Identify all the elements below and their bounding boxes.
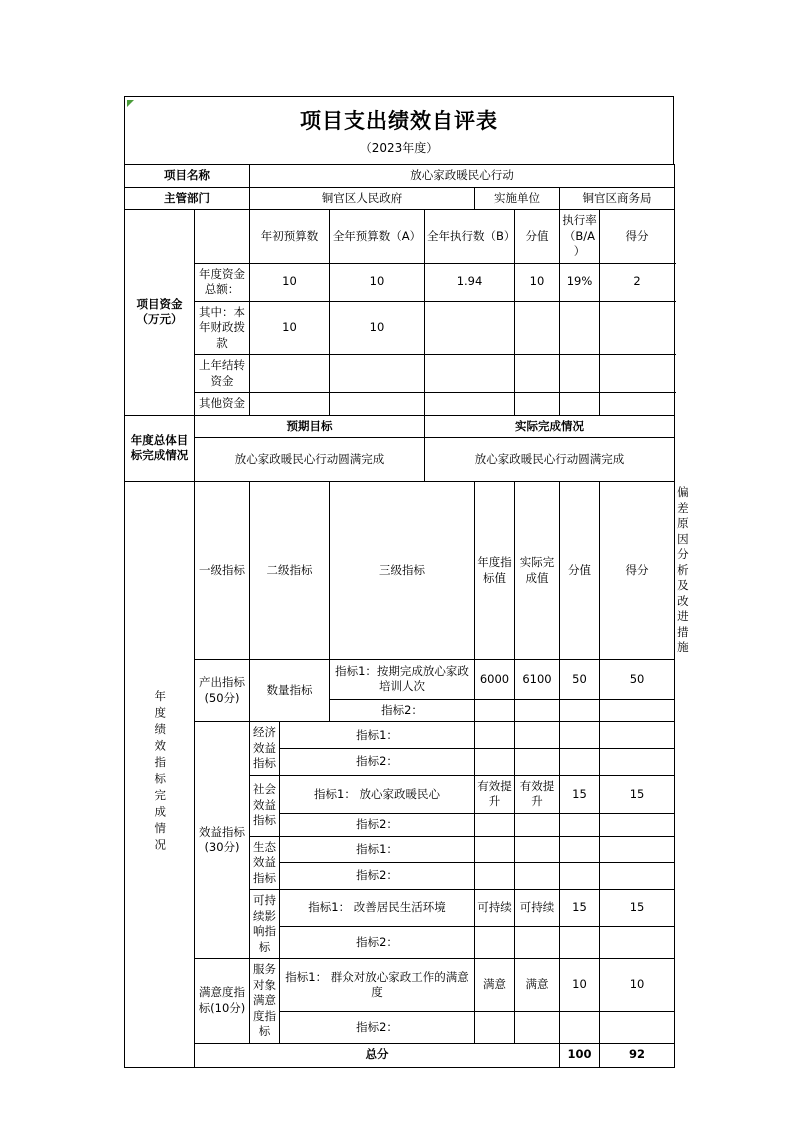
total-label: 总分 <box>195 1043 560 1067</box>
indicator-level3: 指标2： <box>330 699 475 722</box>
indicator-score <box>600 722 675 749</box>
page-title: 项目支出绩效自评表 <box>300 109 498 133</box>
indicator-level1: 效益指标(30分) <box>195 722 250 959</box>
overall-expected-value: 放心家政暖民心行动圆满完成 <box>195 438 425 482</box>
indicator-score: 15 <box>600 890 675 927</box>
table-row-funds-other <box>125 393 675 416</box>
funds-cell-score <box>600 301 675 355</box>
indicator-score-value: 15 <box>560 890 600 927</box>
indicator-actual: 满意 <box>515 959 560 1012</box>
indicators-row-label: 年度绩效指标完成情况 <box>125 482 195 1067</box>
department-label: 主管部门 <box>125 187 250 210</box>
indicator-score-value <box>560 836 600 863</box>
funds-row-name: 年度资金总额： <box>195 263 250 301</box>
indicator-level3: 指标1： 群众对放心家政工作的满意度 <box>280 959 475 1012</box>
indicator-level2: 可持续影响指标 <box>250 890 280 959</box>
funds-cell-score <box>600 355 675 393</box>
total-score: 92 <box>600 1043 675 1067</box>
table-row-indicator <box>125 722 675 749</box>
table-row-funds-total <box>125 263 675 301</box>
indicator-actual <box>515 699 560 722</box>
funds-cell-annual <box>330 355 425 393</box>
indicator-level2: 生态效益指标 <box>250 836 280 890</box>
project-name-label: 项目名称 <box>125 165 250 188</box>
indicator-target: 6000 <box>475 659 515 699</box>
funds-cell-annual: 10 <box>330 301 425 355</box>
funds-cell-rate: 19% <box>560 263 600 301</box>
funds-row-label: 项目资金（万元） <box>125 210 195 416</box>
indicator-level2: 服务对象满意度指标 <box>250 959 280 1044</box>
overall-expected-header: 预期目标 <box>195 415 425 438</box>
indicator-score-value: 10 <box>560 959 600 1012</box>
funds-cell-annual <box>330 393 425 416</box>
indicator-target: 满意 <box>475 959 515 1012</box>
implementing-unit-label: 实施单位 <box>475 187 560 210</box>
indicator-target <box>475 1012 515 1043</box>
main-table <box>124 164 689 1068</box>
indicator-target <box>475 749 515 776</box>
funds-cell-score: 2 <box>600 263 675 301</box>
department-value: 铜官区人民政府 <box>250 187 475 210</box>
table-row-funds-carryover <box>125 355 675 393</box>
funds-col-annual-executed: 全年执行数（B） <box>425 210 515 264</box>
indicator-score: 15 <box>600 775 675 813</box>
indicators-header-level2: 二级指标 <box>250 482 330 660</box>
funds-cell-initial <box>250 393 330 416</box>
indicators-header-score: 得分 <box>600 482 675 660</box>
indicator-target <box>475 836 515 863</box>
funds-cell-executed <box>425 393 515 416</box>
table-row-overall-values <box>125 438 675 482</box>
funds-cell-executed <box>425 301 515 355</box>
indicator-actual <box>515 836 560 863</box>
indicator-actual <box>515 1012 560 1043</box>
funds-cell-executed: 1.94 <box>425 263 515 301</box>
indicator-actual <box>515 863 560 890</box>
table-row-indicators-header: 年度绩效指标完成情况 一级指标 二级指标 三级指标 年度指标值 实际完成值 分值 得分 偏差原因分析及改进措施 <box>125 482 675 660</box>
table-row-funds-header <box>125 210 675 264</box>
indicator-level3: 指标1： <box>280 722 475 749</box>
indicator-score-value <box>560 863 600 890</box>
indicator-score-value: 15 <box>560 775 600 813</box>
project-name-value: 放心家政暖民心行动 <box>250 165 675 188</box>
indicators-header-score-value: 分值 <box>560 482 600 660</box>
funds-col-score-value: 分值 <box>515 210 560 264</box>
indicator-target <box>475 699 515 722</box>
indicator-score <box>600 863 675 890</box>
funds-row-name: 其中：本年财政拨款 <box>195 301 250 355</box>
overall-actual-header: 实际完成情况 <box>425 415 675 438</box>
indicator-actual: 6100 <box>515 659 560 699</box>
indicators-header-actual: 实际完成值 <box>515 482 560 660</box>
funds-col-initial-budget: 年初预算数 <box>250 210 330 264</box>
indicators-header-level3: 三级指标 <box>330 482 475 660</box>
funds-cell-rate <box>560 393 600 416</box>
funds-col-execution-rate: 执行率（B/A） <box>560 210 600 264</box>
indicator-target <box>475 863 515 890</box>
funds-cell-score-value <box>515 301 560 355</box>
overall-actual-value: 放心家政暖民心行动圆满完成 <box>425 438 675 482</box>
indicator-target <box>475 722 515 749</box>
indicator-actual <box>515 813 560 836</box>
indicator-level2: 社会效益指标 <box>250 775 280 836</box>
table-row-overall-header <box>125 415 675 438</box>
indicator-score-value <box>560 699 600 722</box>
funds-cell-score-value <box>515 393 560 416</box>
overall-row-label: 年度总体目标完成情况 <box>125 415 195 482</box>
implementing-unit-value: 铜官区商务局 <box>560 187 675 210</box>
indicator-level1: 产出指标(50分) <box>195 659 250 722</box>
indicator-score-value <box>560 1012 600 1043</box>
indicator-level3: 指标2： <box>280 863 475 890</box>
table-row-funds-fiscal <box>125 301 675 355</box>
indicator-score <box>600 927 675 959</box>
page-subtitle: （2023年度） <box>359 141 439 155</box>
indicator-level3: 指标2： <box>280 749 475 776</box>
indicator-score <box>600 699 675 722</box>
indicator-level3: 指标1： 放心家政暖民心 <box>280 775 475 813</box>
total-score-value: 100 <box>560 1043 600 1067</box>
indicator-score <box>600 836 675 863</box>
indicator-score: 10 <box>600 959 675 1012</box>
indicator-score <box>600 813 675 836</box>
funds-col-score: 得分 <box>600 210 675 264</box>
indicator-score-value <box>560 749 600 776</box>
indicator-score-value <box>560 722 600 749</box>
funds-cell-annual: 10 <box>330 263 425 301</box>
indicator-level3: 指标2： <box>280 927 475 959</box>
indicators-header-target: 年度指标值 <box>475 482 515 660</box>
indicator-level2: 经济效益指标 <box>250 722 280 776</box>
indicator-target: 可持续 <box>475 890 515 927</box>
funds-cell-score-value <box>515 355 560 393</box>
table-row-indicator <box>125 659 675 699</box>
indicator-actual: 可持续 <box>515 890 560 927</box>
indicator-level3: 指标1：按期完成放心家政培训人次 <box>330 659 475 699</box>
indicator-actual <box>515 927 560 959</box>
indicator-score-value: 50 <box>560 659 600 699</box>
indicator-score-value <box>560 813 600 836</box>
funds-cell-score <box>600 393 675 416</box>
funds-cell-executed <box>425 355 515 393</box>
table-row-indicator <box>125 959 675 1012</box>
table-row-department <box>125 187 675 210</box>
performance-evaluation-sheet <box>124 96 689 1068</box>
funds-row-name: 上年结转资金 <box>195 355 250 393</box>
funds-cell-initial <box>250 355 330 393</box>
sheet-header <box>124 96 674 164</box>
table-row-project-name <box>125 165 675 188</box>
funds-col-annual-budget: 全年预算数（A） <box>330 210 425 264</box>
indicator-score-value <box>560 927 600 959</box>
indicator-score: 50 <box>600 659 675 699</box>
indicator-level3: 指标1： <box>280 836 475 863</box>
indicator-target <box>475 927 515 959</box>
indicator-level1: 满意度指标(10分) <box>195 959 250 1044</box>
indicator-level3: 指标2： <box>280 1012 475 1043</box>
indicator-target: 有效提升 <box>475 775 515 813</box>
indicator-score <box>600 749 675 776</box>
funds-row-name: 其他资金 <box>195 393 250 416</box>
table-row-total <box>125 1043 675 1067</box>
indicator-level3: 指标1： 改善居民生活环境 <box>280 890 475 927</box>
funds-cell-rate <box>560 355 600 393</box>
funds-cell-score-value: 10 <box>515 263 560 301</box>
indicator-score <box>600 1012 675 1043</box>
indicator-actual <box>515 722 560 749</box>
indicator-actual: 有效提升 <box>515 775 560 813</box>
indicators-header-level1: 一级指标 <box>195 482 250 660</box>
funds-cell-initial: 10 <box>250 301 330 355</box>
indicator-level2: 数量指标 <box>250 659 330 722</box>
indicator-target <box>475 813 515 836</box>
funds-cell-initial: 10 <box>250 263 330 301</box>
indicator-level3: 指标2： <box>280 813 475 836</box>
indicator-actual <box>515 749 560 776</box>
funds-cell-rate <box>560 301 600 355</box>
